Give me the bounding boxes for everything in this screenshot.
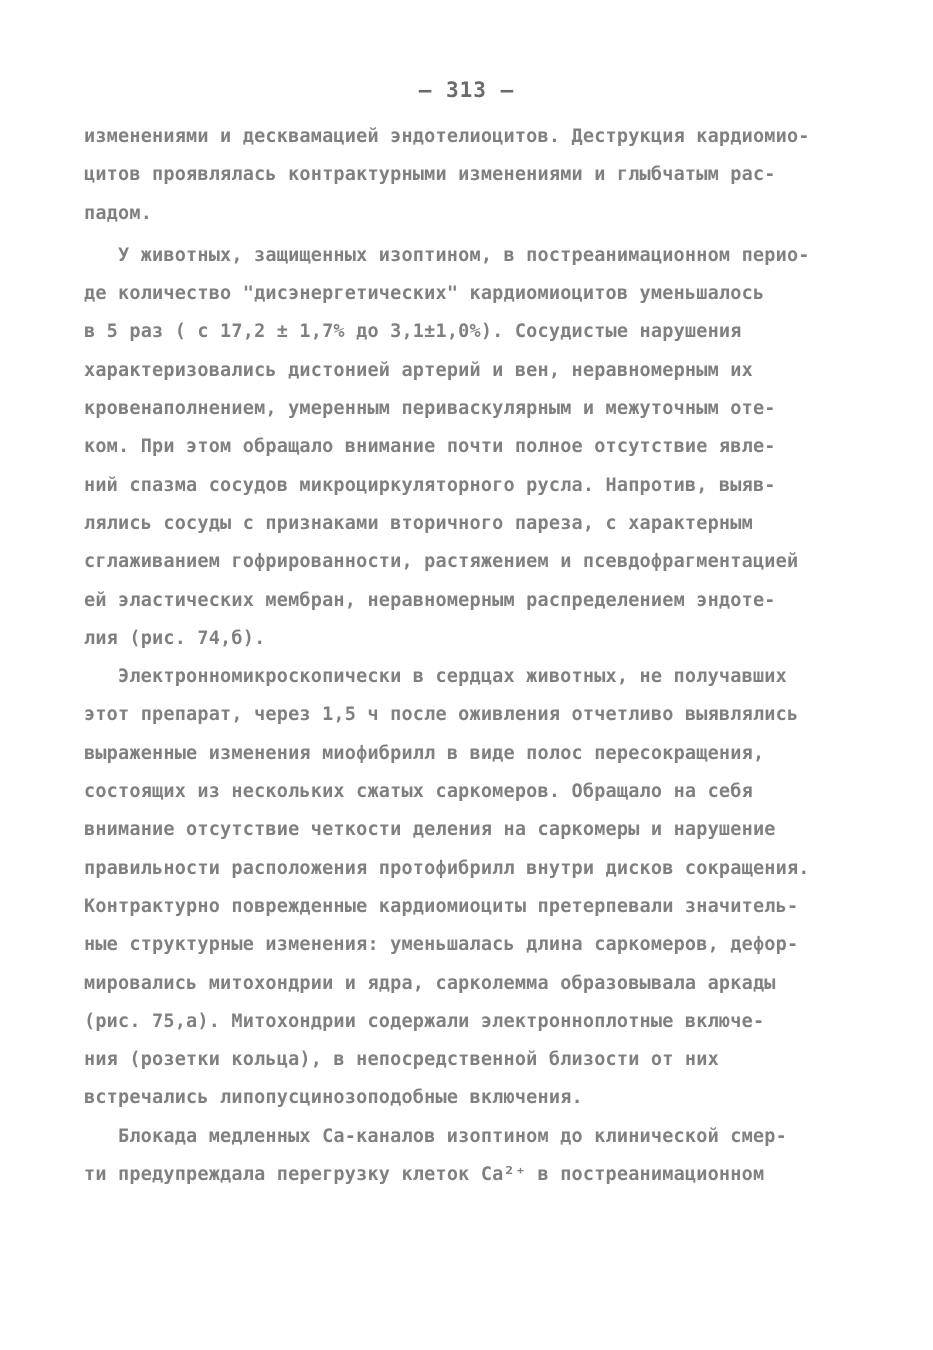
text-line: ные структурные изменения: уменьшалась длина саркомеров, дефор- xyxy=(84,934,799,956)
body-text xyxy=(84,118,854,1194)
text-line: внимание отсутствие четкости деления на саркомеры и нарушение xyxy=(84,819,776,841)
text-line: ком. При этом обращало внимание почти полное отсутствие явле- xyxy=(84,436,776,458)
text-line: сглаживанием гофрированности, растяжением и псевдофрагментацией xyxy=(84,551,799,573)
text-line: правильности расположения протофибрилл внутри дисков сокращения. xyxy=(84,857,810,879)
text-line: в 5 раз ( с 17,2 ± 1,7% до 3,1±1,0%). Сосудистые нарушения xyxy=(84,321,742,343)
text-line: Электронномикроскопически в сердцах животных, не получавших xyxy=(118,666,787,688)
text-line: (рис. 75,а). Митохондрии содержали электронноплотные включе- xyxy=(84,1010,765,1032)
text-line: этот препарат, через 1,5 ч после оживления отчетливо выявлялись xyxy=(84,704,799,726)
text-line: состоящих из нескольких сжатых саркомеров. Обращало на себя xyxy=(84,781,753,803)
text-line: де количество "дисэнергетических" кардиомиоцитов уменьшалось xyxy=(84,283,765,305)
text-line: лялись сосуды с признаками вторичного пареза, с характерным xyxy=(84,512,753,534)
text-line: Контрактурно поврежденные кардиомиоциты претерпевали значитель- xyxy=(84,895,799,917)
text-line: выраженные изменения миофибрилл в виде полос пересокращения, xyxy=(84,742,765,764)
text-line: лия (рис. 74,б). xyxy=(84,627,266,649)
text-line: мировались митохондрии и ядра, сарколемма образовывала аркады xyxy=(84,972,776,994)
text-line: ния (розетки кольца), в непосредственной близости от них xyxy=(84,1049,719,1071)
text-line: ти предупреждала перегрузку клеток Са²⁺ в постреанимационном xyxy=(84,1164,765,1186)
text-line: изменениями и десквамацией эндотелиоцитов. Деструкция кардиомио- xyxy=(84,126,810,147)
text-line: ний спазма сосудов микроциркуляторного русла. Напротив, выяв- xyxy=(84,474,776,496)
page-number: – 313 – xyxy=(418,78,515,102)
text-line: Блокада медленных Са-каналов изоптином до клинической смер- xyxy=(118,1125,787,1147)
text-line: ей эластических мембран, неравномерным распределением эндоте- xyxy=(84,589,776,611)
text-line: У животных, защищенных изоптином, в постреанимационном перио- xyxy=(118,244,810,266)
text-line: характеризовались дистонией артерий и вен, неравномерным их xyxy=(84,359,753,381)
text-line: встречались липопусцинозоподобные включения. xyxy=(84,1087,583,1109)
text-line: падом. xyxy=(84,202,153,224)
text-line: кровенаполнением, умеренным периваскулярным и межуточным оте- xyxy=(84,398,776,420)
text-line: цитов проявлялась контрактурными изменениями и глыбчатым рас- xyxy=(84,164,776,186)
